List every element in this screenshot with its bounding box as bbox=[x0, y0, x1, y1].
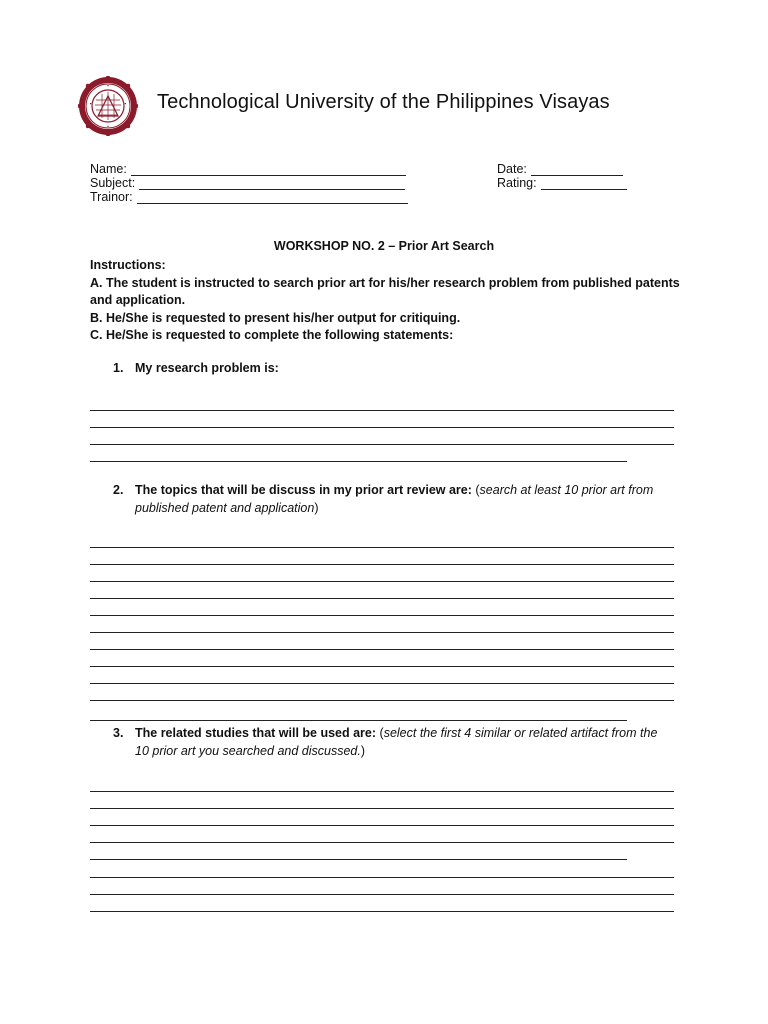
paren-close: ) bbox=[360, 744, 365, 758]
rating-blank[interactable] bbox=[541, 178, 627, 190]
answer-line[interactable] bbox=[90, 410, 674, 411]
trainor-blank[interactable] bbox=[137, 192, 408, 204]
subject-field[interactable] bbox=[90, 176, 405, 190]
trainor-label: Trainor: bbox=[90, 190, 133, 204]
date-blank[interactable] bbox=[531, 164, 623, 176]
name-blank[interactable] bbox=[131, 164, 406, 176]
date-label: Date: bbox=[497, 162, 527, 176]
answer-line[interactable] bbox=[90, 808, 674, 809]
name-label: Name: bbox=[90, 162, 127, 176]
paren-open: ( bbox=[376, 726, 384, 740]
answer-line[interactable] bbox=[90, 825, 674, 826]
subject-label: Subject: bbox=[90, 176, 136, 190]
question-3-number: 3. bbox=[113, 726, 124, 740]
answer-line[interactable] bbox=[90, 894, 674, 895]
answer-line[interactable] bbox=[90, 649, 674, 650]
paren-open: ( bbox=[471, 483, 480, 497]
instructions-heading: Instructions: bbox=[90, 258, 166, 272]
answer-line[interactable] bbox=[90, 461, 627, 462]
answer-line[interactable] bbox=[90, 444, 674, 445]
name-field[interactable] bbox=[90, 162, 406, 176]
question-1-text: My research problem is: bbox=[135, 361, 279, 375]
answer-line[interactable] bbox=[90, 427, 674, 428]
rating-label: Rating: bbox=[497, 176, 537, 190]
instruction-c: C. He/She is requested to complete the following statements: bbox=[90, 328, 454, 342]
answer-line[interactable] bbox=[90, 911, 674, 912]
answer-line[interactable] bbox=[90, 877, 674, 878]
question-3-text: The related studies that will be used are: bbox=[135, 726, 377, 740]
answer-line[interactable] bbox=[90, 842, 674, 843]
answer-line[interactable] bbox=[90, 791, 674, 792]
answer-line[interactable] bbox=[90, 598, 674, 599]
instructions-block bbox=[90, 257, 690, 345]
university-seal-icon bbox=[78, 76, 138, 136]
answer-line[interactable] bbox=[90, 632, 674, 633]
answer-line[interactable] bbox=[90, 564, 674, 565]
answer-line[interactable] bbox=[90, 720, 627, 721]
instruction-a: A. The student is instructed to search prior art for his/her research problem from published patents and application. bbox=[90, 275, 680, 307]
answer-line[interactable] bbox=[90, 547, 674, 548]
university-name: Technological University of the Philippines Visayas bbox=[157, 91, 610, 113]
answer-line[interactable] bbox=[90, 683, 674, 684]
question-2-number: 2. bbox=[113, 483, 124, 497]
answer-line[interactable] bbox=[90, 581, 674, 582]
answer-line[interactable] bbox=[90, 615, 674, 616]
paren-close: ) bbox=[314, 501, 319, 515]
rating-field[interactable] bbox=[497, 176, 627, 190]
subject-blank[interactable] bbox=[139, 178, 405, 190]
question-2-note: search at least 10 prior art from published patent and application bbox=[135, 483, 654, 515]
answer-line[interactable] bbox=[90, 666, 674, 667]
question-1-number: 1. bbox=[113, 361, 124, 375]
workshop-title: WORKSHOP NO. 2 – Prior Art Search bbox=[273, 239, 495, 253]
date-field[interactable] bbox=[497, 162, 623, 176]
trainor-field[interactable] bbox=[90, 190, 408, 204]
question-2-text: The topics that will be discuss in my prior art review are: bbox=[135, 483, 472, 497]
instruction-b: B. He/She is requested to present his/her output for critiquing. bbox=[90, 310, 461, 325]
answer-line[interactable] bbox=[90, 859, 627, 860]
answer-line[interactable] bbox=[90, 700, 674, 701]
question-3-note: select the first 4 similar or related artifact from the 10 prior art you searched and discussed. bbox=[135, 726, 658, 758]
